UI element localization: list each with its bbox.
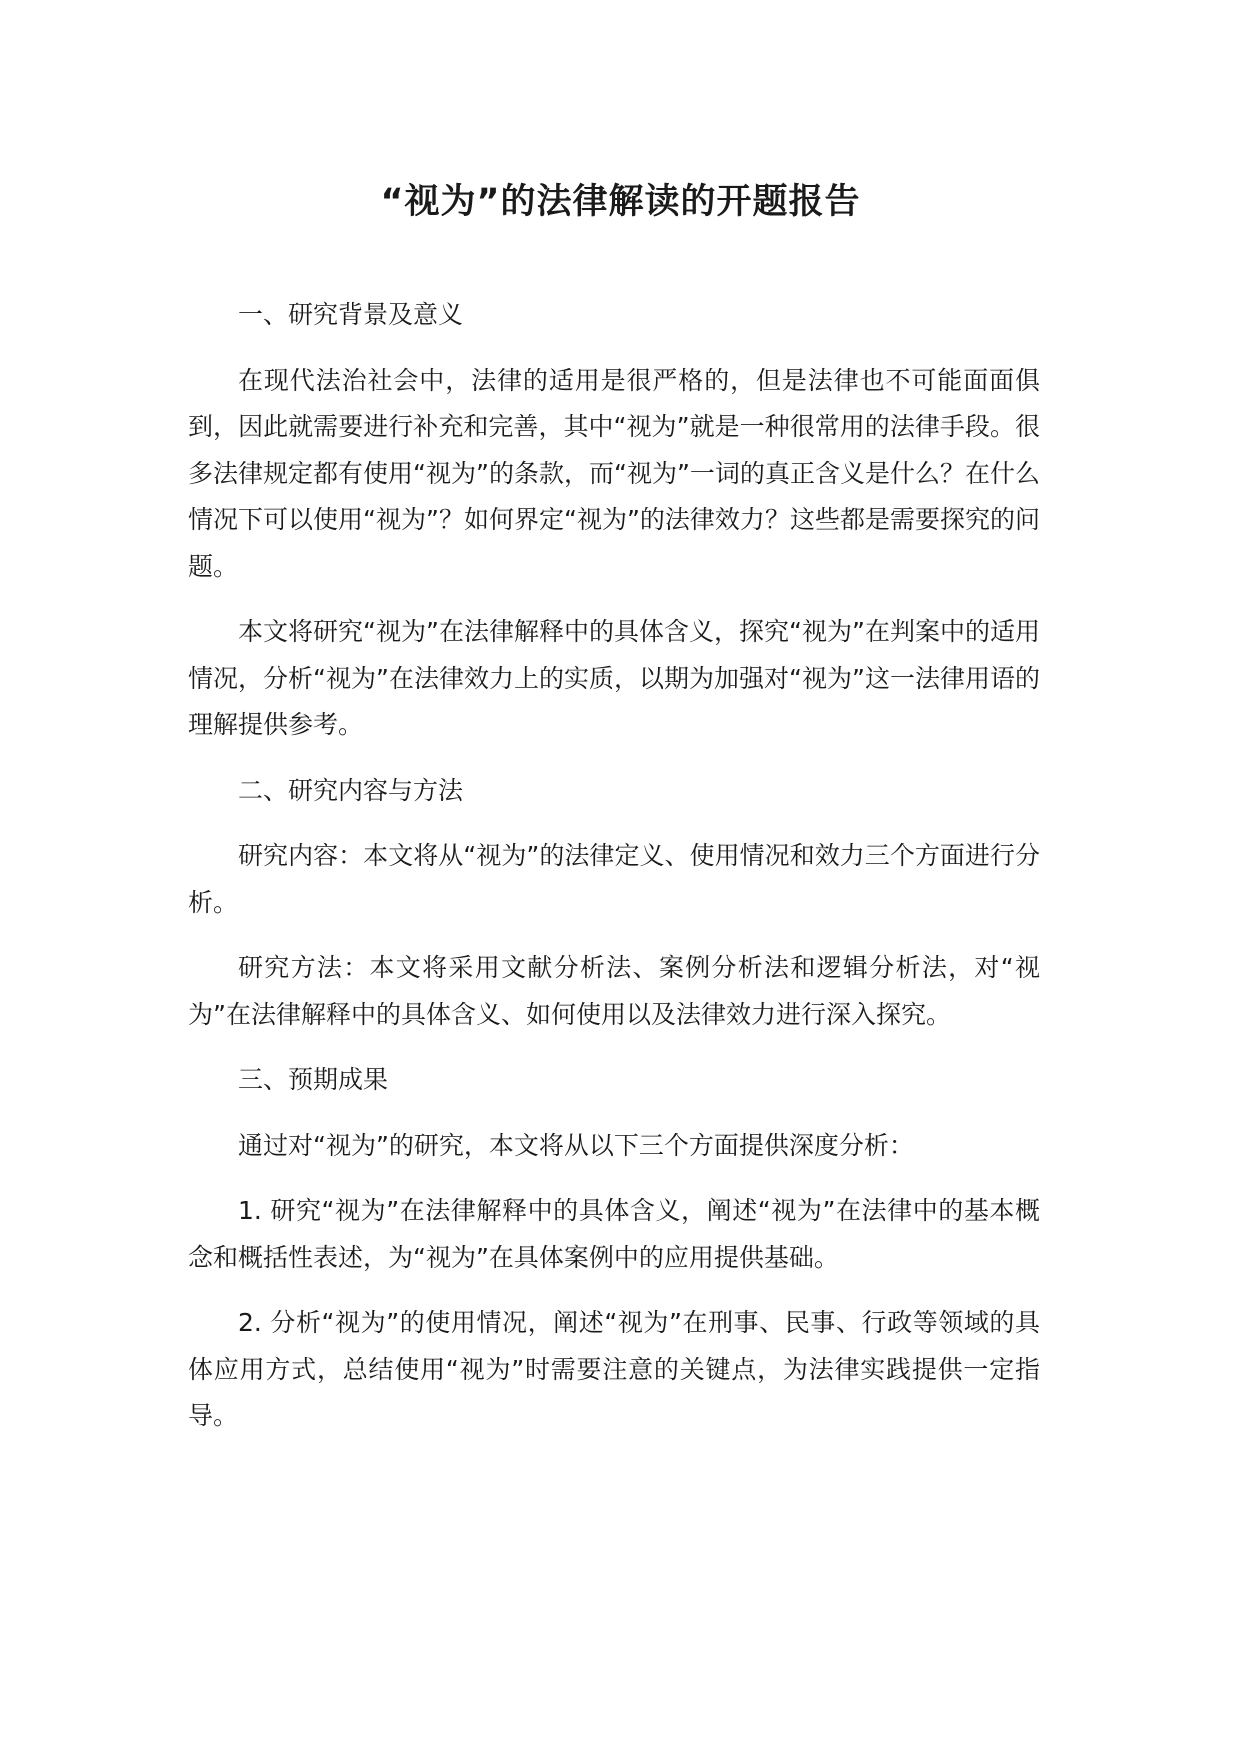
paragraph: 通过对“视为”的研究，本文将从以下三个方面提供深度分析： [238,1130,914,1160]
section-content-method [188,768,1040,1039]
section-heading: 一、研究背景及意义 [238,300,464,329]
section-heading: 二、研究内容与方法 [238,775,464,805]
paragraph: 在现代法治社会中，法律的适用是很严格的，但是法律也不可能面面俱到，因此就需要进行补充和完善，其中“视为”就是一种很常用的法律手段。很多法律规定都有使用“视为”的条款，而“视为”一词的真正含义是什么？在什么情况下可以使用“视为”？如何界定“视为”的法律效力？这些都是需要探究的问题。 [188,365,1040,581]
section-expected-results [188,1057,1040,1440]
list-item: 2. 分析“视为”的使用情况，阐述“视为”在刑事、民事、行政等领域的具体应用方式，总结使用“视为”时需要注意的关键点，为法律实践提供一定指导。 [188,1308,1040,1430]
paragraph: 研究内容：本文将从“视为”的法律定义、使用情况和效力三个方面进行分析。 [188,841,1040,917]
list-item: 1. 研究“视为”在法律解释中的具体含义，阐述“视为”在法律中的基本概念和概括性表述，为“视为”在具体案例中的应用提供基础。 [188,1196,1040,1272]
paragraph: 本文将研究“视为”在法律解释中的具体含义，探究“视为”在判案中的适用情况，分析“视为”在法律效力上的实质，以期为加强对“视为”这一法律用语的理解提供参考。 [188,617,1040,739]
section-heading: 三、预期成果 [238,1065,389,1094]
document-title: “视为”的法律解读的开题报告 [380,182,861,222]
section-background [188,292,1040,749]
document-body [188,292,1040,1459]
paragraph: 研究方法：本文将采用文献分析法、案例分析法和逻辑分析法，对“视为”在法律解释中的具体含义、如何使用以及法律效力进行深入探究。 [188,953,1040,1029]
